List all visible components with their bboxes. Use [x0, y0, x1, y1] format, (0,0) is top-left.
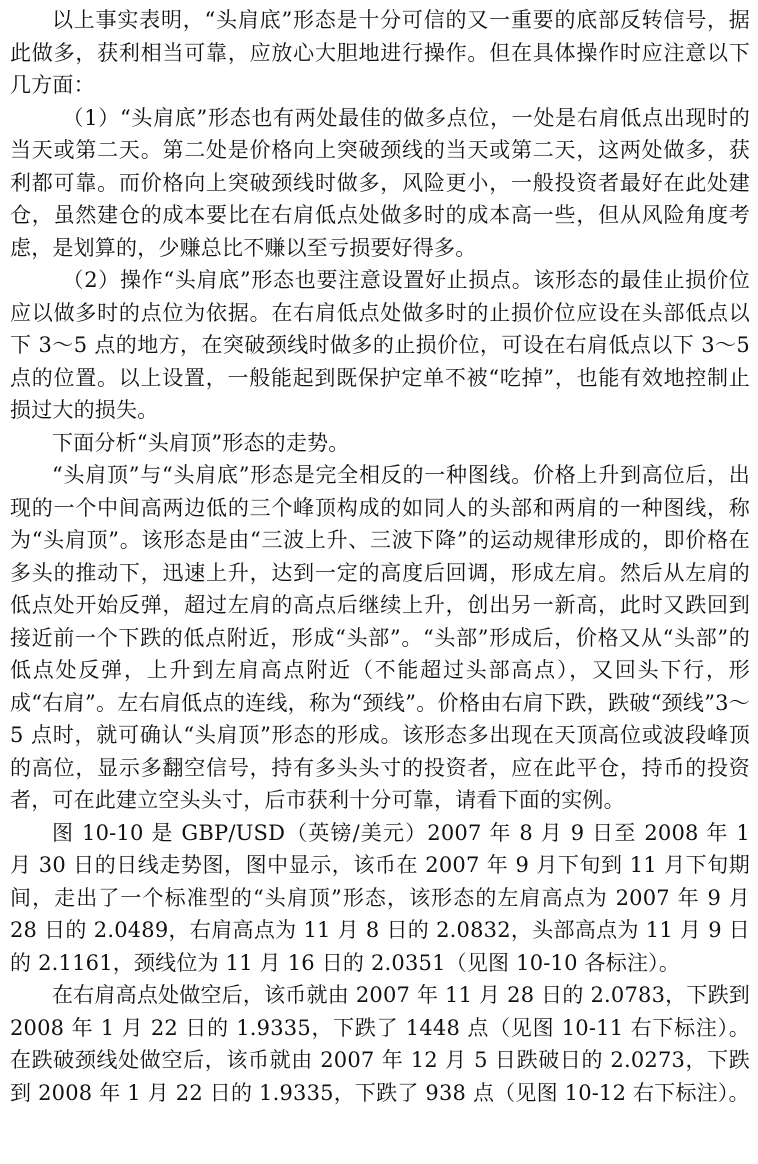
- document-page: [10, 0, 750, 1164]
- paragraph-point-1: （1）“头肩底”形态也有两处最佳的做多点位，一处是右肩低点出现时的当天或第二天。第二处是价格向上突破颈线的当天或第二天，这两处做多，获利都可靠。而价格向上突破颈线时做多，风险更小，一般投资者最好在此处建仓，虽然建仓的成本要比在右肩低点处做多时的成本高一些，但从风险角度考虑，是划算的，少赚总比不赚以至亏损要好得多。: [10, 105, 750, 260]
- paragraph-head-shoulders-top-intro: 下面分析“头肩顶”形态的走势。: [52, 430, 350, 455]
- paragraph-intro: 以上事实表明，“头肩底”形态是十分可信的又一重要的底部反转信号，据此做多，获利相当可靠，应放心大胆地进行操作。但在具体操作时应注意以下几方面：: [10, 8, 750, 97]
- paragraph-figure-10-10: 图 10-10 是 GBP/USD（英镑/美元）2007 年 8 月 9 日至 2008 年 1 月 30 日的日线走势图，图中显示，该币在 2007 年 9 月下旬到 11 月下旬期间，走出了一个标准型的“头肩顶”形态，该形态的左肩高点为 2007 年 9 月 28 日的 2.0489，右肩高点为 11 月 8 日的 2.0832，头部高点为 11 月 9 日的 2.1161，颈线位为 11 月 16 日的 2.0351（见图 10-10 各标注）。: [10, 820, 750, 975]
- paragraph-point-2: （2）操作“头肩底”形态也要注意设置好止损点。该形态的最佳止损价位应以做多时的点位为依据。在右肩低点处做多时的止损价位应设在头部低点以下 3～5 点的地方，在突破颈线时做多的止损价位，可设在右肩低点以下 3～5 点的位置。以上设置，一般能起到既保护定单不被“吃掉”，也能有效地控制止损过大的损失。: [10, 268, 750, 422]
- paragraph-head-shoulders-top-description: “头肩顶”与“头肩底”形态是完全相反的一种图线。价格上升到高位后，出现的一个中间高两边低的三个峰顶构成的如同人的头部和两肩的一种图线，称为“头肩顶”。该形态是由“三波上升、三波下降”的运动规律形成的，即价格在多头的推动下，迅速上升，达到一定的高度后回调，形成左肩。然后从左肩的低点处开始反弹，超过左肩的高点后继续上升，创出另一新高，此时又跌回到接近前一个下跌的低点附近，形成“头部”。“头部”形成后，价格又从“头部”的低点处反弹，上升到左肩高点附近（不能超过头部高点），又回头下行，形成“右肩”。左右肩低点的连线，称为“颈线”。价格由右肩下跌，跌破“颈线”3～5 点时，就可确认“头肩顶”形态的形成。该形态多出现在天顶高位或波段峰顶的高位，显示多翻空信号，持有多头头寸的投资者，应在此平仓，持币的投资者，可在此建立空头头寸，后市获利十分可靠，请看下面的实例。: [10, 463, 750, 812]
- paragraph-short-results: 在右肩高点处做空后，该币就由 2007 年 11 月 28 日的 2.0783，下跌到 2008 年 1 月 22 日的 1.9335，下跌了 1448 点（见图 10-11 右下标注）。在跌破颈线处做空后，该币就由 2007 年 12 月 5 日跌破日的 2.0273，下跌到 2008 年 1 月 22 日的 1.9335，下跌了 938 点（见图 10-12 右下标注）。: [10, 983, 750, 1105]
